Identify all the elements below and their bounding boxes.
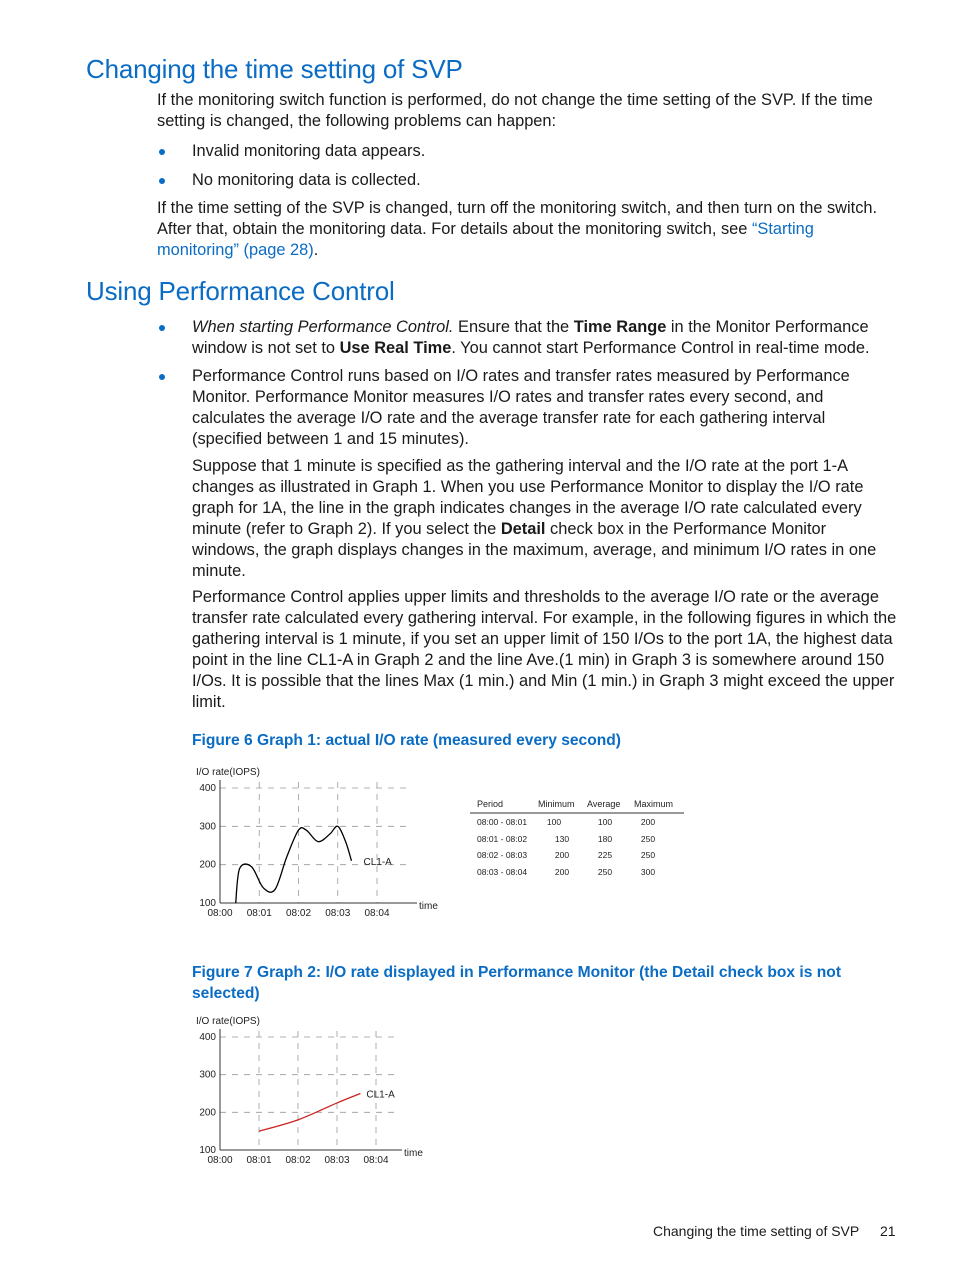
bullet-dot: [159, 178, 165, 184]
text: in the Monitor Performance window is not set to: [192, 318, 869, 357]
y-tick-label: 300: [199, 821, 216, 833]
table-cell: 250: [640, 850, 656, 860]
y-tick-label: 400: [199, 783, 216, 794]
table-cell: 200: [554, 867, 570, 877]
starting-monitoring-link[interactable]: “Starting monitoring” (page 28): [157, 220, 814, 259]
bold-text: Use Real Time: [339, 339, 452, 357]
text: . You cannot start Performance Control in real-time mode.: [451, 339, 870, 357]
x-tick-label: 08:03: [324, 1155, 350, 1166]
text: check box in the Performance Monitor windows, the graph displays changes in the maximum, average, and minimum I/O rates in one minute.: [192, 520, 877, 580]
figure-caption: Figure 6 Graph 1: actual I/O rate (measured every second): [192, 732, 621, 749]
table-header-period: Period: [477, 799, 504, 809]
table-cell: 130: [554, 834, 570, 844]
y-tick-label: 200: [199, 1107, 216, 1119]
bold-text: Detail: [500, 520, 546, 538]
table-cell: 100: [597, 817, 613, 827]
x-tick-label: 08:03: [325, 908, 351, 919]
graph2-chart: [192, 1010, 442, 1170]
table-cell: 225: [597, 850, 613, 860]
x-axis-label: time: [404, 1148, 423, 1159]
paragraph-text: If the time setting of the SVP is changed, turn off the monitoring switch, and then turn on the switch. After that, obtain the monitoring data. For details about the monitoring switch, see: [157, 199, 878, 238]
x-tick-label: 08:02: [285, 908, 312, 919]
table-cell: 08:00 - 08:01: [477, 817, 528, 827]
bullet-dot: [159, 325, 165, 331]
table-cell: 250: [597, 867, 613, 877]
y-axis-label: I/O rate(IOPS): [196, 1016, 260, 1027]
series-label: CL1-A: [366, 1089, 395, 1101]
x-tick-label: 08:04: [364, 908, 390, 919]
text: Ensure that the: [453, 318, 574, 336]
table-cell: 08:01 - 08:02: [477, 834, 528, 844]
y-tick-label: 100: [199, 898, 216, 909]
table-cell: 08:03 - 08:04: [477, 867, 528, 877]
page-number: 21: [880, 1223, 896, 1239]
x-axis-label: time: [419, 901, 438, 912]
bullet-dot: [159, 374, 165, 380]
list-item: Invalid monitoring data appears.: [192, 142, 426, 160]
x-tick-label: 08:04: [363, 1155, 389, 1166]
table-cell: 200: [554, 850, 570, 860]
italic-text: When starting Performance Control.: [192, 318, 454, 336]
paragraph: [192, 456, 897, 582]
graph1-summary-table: [468, 795, 698, 885]
list-item: No monitoring data is collected.: [192, 171, 421, 189]
y-tick-label: 400: [199, 1032, 216, 1043]
x-tick-label: 08:01: [246, 908, 272, 919]
table-header-average: Average: [587, 799, 621, 809]
table-header-maximum: Maximum: [634, 799, 674, 809]
table-header-minimum: Minimum: [538, 799, 575, 809]
table-cell: 200: [640, 817, 656, 827]
paragraph: If the monitoring switch function is performed, do not change the time setting of the SVP. If the time setting is changed, the following problems can happen:: [157, 91, 873, 130]
y-tick-label: 300: [199, 1069, 216, 1081]
table-cell: 180: [597, 834, 613, 844]
series-label: CL1-A: [363, 856, 392, 868]
footer-title: Changing the time setting of SVP: [653, 1223, 860, 1239]
x-tick-label: 08:01: [246, 1155, 272, 1166]
bold-text: Time Range: [573, 318, 667, 336]
list-item: [192, 317, 897, 359]
table-cell: 08:02 - 08:03: [477, 850, 528, 860]
paragraph: [157, 198, 899, 261]
table-cell: 100: [546, 817, 562, 827]
figure-caption: Figure 7 Graph 2: I/O rate displayed in Performance Monitor (the Detail check box is not selected): [192, 964, 842, 1002]
y-tick-label: 200: [199, 859, 216, 871]
section-heading-time-setting: Changing the time setting of SVP: [86, 54, 463, 84]
y-axis-label: I/O rate(IOPS): [196, 767, 260, 778]
bullet-dot: [159, 149, 165, 155]
x-tick-label: 08:02: [285, 1155, 311, 1166]
x-tick-label: 08:00: [207, 908, 233, 919]
y-tick-label: 100: [199, 1145, 216, 1156]
graph1-chart: [192, 760, 442, 930]
list-item: Performance Control runs based on I/O rates and transfer rates measured by Performance Monitor. Performance Monitor measures I/O rates and transfer rates every second, and calculates the average I/O rate and the average transfer rate for each gathering interval (specified between 1 and 15 minutes).: [192, 367, 850, 448]
section-heading-performance-control: Using Performance Control: [86, 276, 395, 306]
paragraph-text: .: [313, 241, 319, 259]
table-cell: 250: [640, 834, 656, 844]
table-cell: 300: [640, 867, 656, 877]
text: Suppose that 1 minute is specified as the gathering interval and the I/O rate at the port 1-A changes as illustrated in Graph 1. When you use Performance Monitor to display the I/O rate graph for 1A, the line in the graph indicates changes in the average I/O rate calculated every minute (refer to Graph 2). If you select the: [192, 457, 864, 538]
paragraph: Performance Control applies upper limits and thresholds to the average I/O rate or the average transfer rate calculated every gathering interval. For example, in the following figures in which the gathering interval is 1 minute, if you set an upper limit of 150 I/Os to the port 1A, the highest data point in the line CL1-A in Graph 2 and the line Ave.(1 min) in Graph 3 is somewhere around 150 I/Os. It is possible that the lines Max (1 min.) and Min (1 min.) in Graph 3 might exceed the upper limit.: [192, 588, 897, 711]
x-tick-label: 08:00: [207, 1155, 233, 1166]
